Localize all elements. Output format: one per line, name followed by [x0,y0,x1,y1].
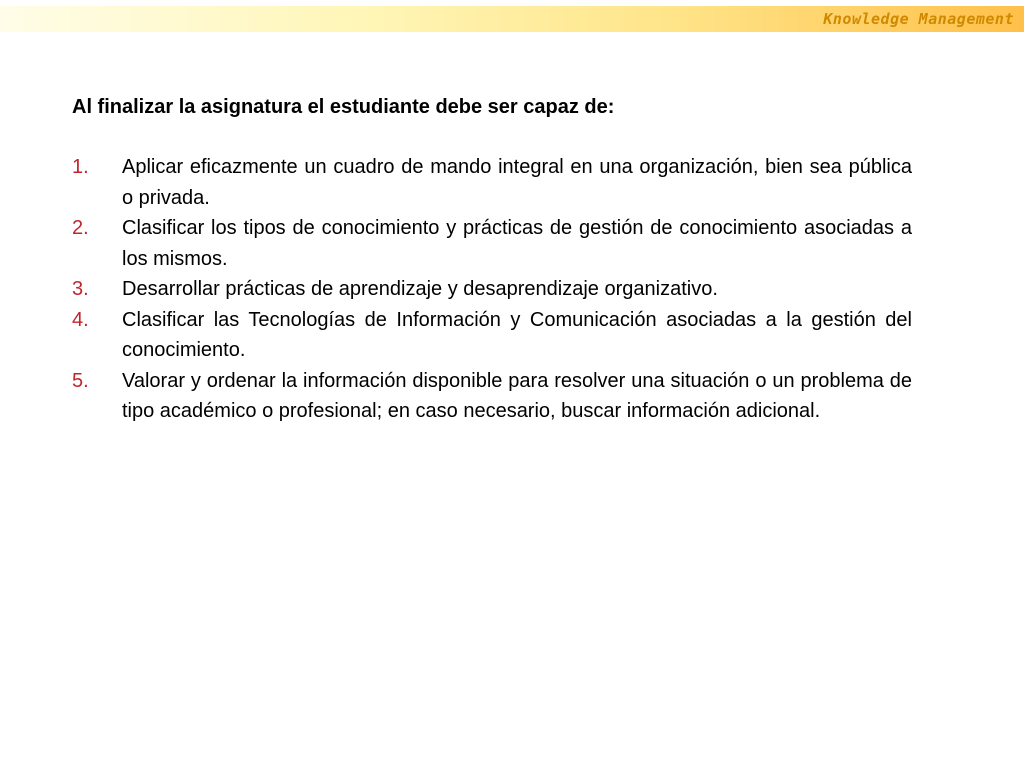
objective-text: Aplicar eficazmente un cuadro de mando integral en una organización, bien sea pública o privada. [122,156,912,209]
header-band [0,6,1024,32]
objective-item [72,274,912,305]
objective-number: 2. [72,217,89,239]
objective-item [72,305,912,366]
objective-text: Clasificar las Tecnologías de Información y Comunicación asociadas a la gestión del conocimiento. [122,308,912,361]
objective-item [72,152,912,213]
objective-text: Desarrollar prácticas de aprendizaje y desaprendizaje organizativo. [122,278,718,300]
objective-text: Clasificar los tipos de conocimiento y prácticas de gestión de conocimiento asociadas a los mismos. [122,217,912,270]
objective-number: 4. [72,308,89,331]
objective-number: 1. [72,156,89,178]
objective-item [72,366,912,427]
objective-number: 5. [72,369,89,392]
objectives-list [72,152,912,427]
header-title: Knowledge Management [823,10,1014,28]
objective-item [72,213,912,274]
slide-content [72,92,912,427]
slide-heading: Al finalizar la asignatura el estudiante debe ser capaz de: [72,96,615,118]
objective-text: Valorar y ordenar la información disponible para resolver una situación o un problema de tipo académico o profesional; en caso necesario, buscar información adicional. [122,369,912,422]
objective-number: 3. [72,278,89,300]
